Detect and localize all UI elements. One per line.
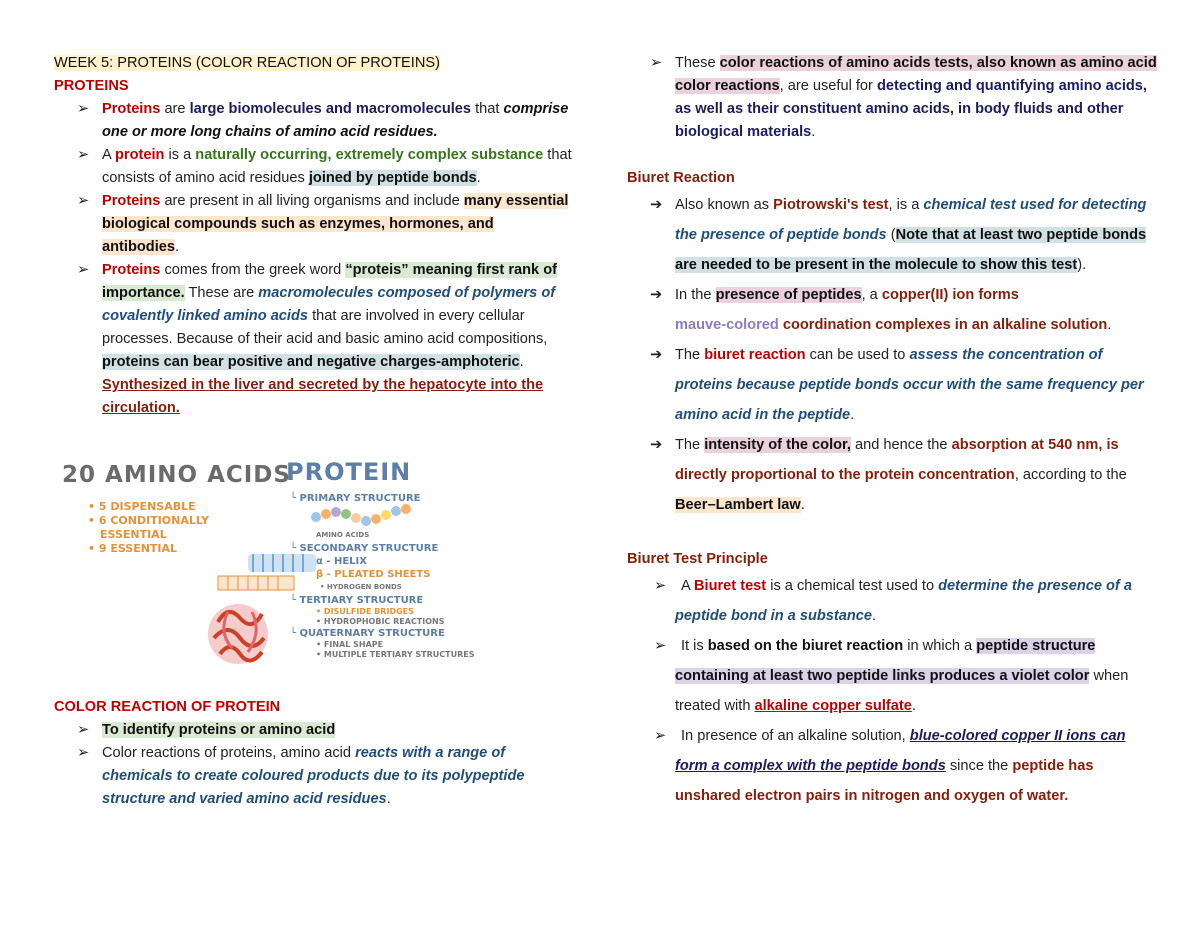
protein-structure-illustration [58, 462, 488, 682]
arrow-bullet-icon: ➢ [654, 638, 667, 654]
list-item: ➢ A Biuret test is a chemical test used to determine the presence of a peptide bond in a substance. [627, 571, 1157, 631]
arrow-bullet-icon: ➢ [77, 101, 90, 117]
arrow-bullet-icon: ➔ [650, 197, 663, 213]
amino-acids-protein-figure [58, 458, 488, 682]
list-item: ➢ Proteins comes from the greek word “proteis” meaning first rank of importance. These are macromolecules composed of polymers of covalently linked amino acids that are involved in every cellular processes. Because of their acid and basic amino acid compositions, proteins can bear positive and negative charges-amphoteric. Synthesized in the liver and secreted by the hepatocyte into the circulation. [54, 259, 574, 420]
amino-acid-list: • 5 DISPENSABLE • 6 CONDITIONALLY ESSENTIAL • 9 ESSENTIAL [88, 500, 210, 555]
arrow-bullet-icon: ➔ [650, 437, 663, 453]
list-item: ➔ In the presence of peptides, a copper(II) ion forms mauve-colored coordination complexes in an alkaline solution. [627, 280, 1157, 340]
week-title: WEEK 5: PROTEINS (COLOR REACTION OF PROTEINS) [54, 55, 440, 71]
list-item: ➔ Also known as Piotrowski's test, is a chemical test used for detecting the presence of peptide bonds (Note that at least two peptide bonds are needed to be present in the molecule to show this test). [627, 190, 1157, 280]
proteins-heading: PROTEINS [54, 78, 129, 94]
arrow-bullet-icon: ➔ [650, 287, 663, 303]
list-item: ➢ To identify proteins or amino acid [54, 719, 574, 742]
protein-structure-list: └ PRIMARY STRUCTURE AMINO ACIDS └ SECONDARY STRUCTURE α - HELIX β - PLEATED SHEETS • HYDROGEN BONDS └ TERTIARY STRUCTURE • DISULFIDE BRIDGES • HYDROPHOBIC REACTIONS └ QUATERNARY STRUCTURE • FINAL SHAPE • MULTIPLE TERTIARY STRUCTURES [290, 493, 475, 659]
list-item: ➢ These color reactions of amino acids tests, also known as amino acid color reactions, are useful for detecting and quantifying amino acids, as well as their constituent amino acids, in body fluids and other biological materials. [627, 52, 1157, 144]
pleated-sheet-icon [218, 576, 294, 590]
arrow-bullet-icon: ➢ [654, 578, 667, 594]
arrow-bullet-icon: ➢ [77, 722, 90, 738]
list-item: ➢ In presence of an alkaline solution, blue-colored copper II ions can form a complex with the peptide bonds since the peptide has unshared electron pairs in nitrogen and oxygen of water. [627, 721, 1157, 811]
tertiary-structure-icon [208, 604, 268, 664]
list-item: ➢ Proteins are large biomolecules and macromolecules that comprise one or more long chains of amino acid residues. [54, 98, 574, 144]
alpha-helix-icon [248, 554, 316, 572]
biuret-reaction-heading: Biuret Reaction [627, 170, 735, 186]
arrow-bullet-icon: ➢ [77, 193, 90, 209]
list-item: ➢ A protein is a naturally occurring, extremely complex substance that consists of amino acid residues joined by peptide bonds. [54, 144, 574, 190]
arrow-bullet-icon: ➢ [650, 55, 663, 71]
color-reaction-heading: COLOR REACTION OF PROTEIN [54, 699, 281, 715]
right-column [627, 52, 1157, 811]
biuret-principle-heading: Biuret Test Principle [627, 551, 768, 567]
list-item: ➢ It is based on the biuret reaction in which a peptide structure containing at least two peptide links produces a violet color when treated with alkaline copper sulfate. [627, 631, 1157, 721]
arrow-bullet-icon: ➢ [77, 262, 90, 278]
arrow-bullet-icon: ➢ [77, 745, 90, 761]
figure-title-protein: PROTEIN [286, 458, 412, 486]
proteins-list [54, 98, 574, 420]
figure-title-amino-acids: 20 AMINO ACIDS [62, 462, 291, 488]
list-item: ➔ The intensity of the color, and hence the absorption at 540 nm, is directly proportional to the protein concentration, according to the Beer–Lambert law. [627, 430, 1157, 520]
color-reaction-list [54, 719, 574, 811]
amino-acid-chain-icon [311, 504, 411, 526]
list-item: ➢ Proteins are present in all living organisms and include many essential biological compounds such as enzymes, hormones, and antibodies. [54, 190, 574, 259]
left-column [54, 52, 574, 811]
intro-list [627, 52, 1157, 144]
biuret-reaction-list [627, 190, 1157, 520]
biuret-principle-list [627, 571, 1157, 811]
arrow-bullet-icon: ➢ [654, 728, 667, 744]
list-item: ➢ Color reactions of proteins, amino acid reacts with a range of chemicals to create coloured products due to its polypeptide structure and varied amino acid residues. [54, 742, 574, 811]
arrow-bullet-icon: ➔ [650, 347, 663, 363]
arrow-bullet-icon: ➢ [77, 147, 90, 163]
list-item: ➔ The biuret reaction can be used to assess the concentration of proteins because peptide bonds occur with the same frequency per amino acid in the peptide. [627, 340, 1157, 430]
